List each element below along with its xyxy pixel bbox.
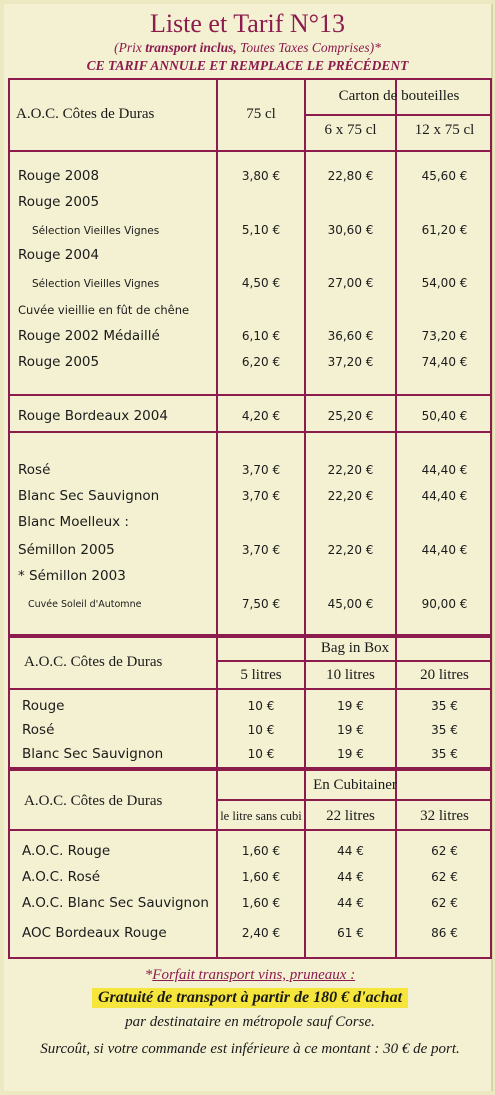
subtitle-pre: (Prix	[114, 40, 146, 55]
wine-row-name: Rouge 2008	[18, 168, 100, 184]
bib-price-p5: 10 €	[247, 723, 275, 737]
wine-row-name: Blanc Moelleux :	[18, 514, 129, 530]
wine-row-name: * Sémillon 2003	[18, 568, 126, 584]
col-6x75: 6 x 75 cl	[324, 122, 377, 138]
bag-in-box-header: Bag in Box	[320, 640, 390, 656]
bib-price-p5: 10 €	[247, 747, 275, 761]
bib-price-p5: 10 €	[247, 699, 275, 713]
carton-header: Carton de bouteilles	[338, 88, 460, 104]
col-20-litres: 20 litres	[420, 667, 469, 683]
wine-row-name: Sélection Vieilles Vignes	[32, 225, 160, 237]
wine-price-p6: 22,80 €	[327, 169, 374, 183]
replacement-notice: CE TARIF ANNULE ET REMPLACE LE PRÉCÉDENT	[86, 58, 409, 73]
wine-price-p6: 30,60 €	[327, 223, 374, 237]
price-list-page	[4, 4, 493, 1091]
wine-price-p75: 6,10 €	[241, 329, 281, 343]
wine-price-p75: 3,70 €	[241, 543, 281, 557]
bib-price-p20: 35 €	[431, 723, 458, 737]
wine-price-p75: 4,50 €	[241, 276, 281, 290]
bib-price-p10: 19 €	[337, 747, 364, 761]
wine-row-name: Cuvée vieillie en fût de chêne	[18, 303, 190, 317]
cubi-price-p32: 62 €	[431, 844, 458, 858]
bib-col-label: A.O.C. Côtes de Duras	[24, 654, 163, 670]
wine-price-p12: 61,20 €	[421, 223, 468, 237]
wine-price-p75: 3,70 €	[241, 489, 281, 503]
cubi-row-name: A.O.C. Rosé	[22, 869, 101, 885]
wine-row-name: Sélection Vieilles Vignes	[32, 278, 160, 290]
wine-row-name: Rouge 2005	[18, 354, 100, 370]
bib-price-p10: 19 €	[337, 699, 364, 713]
wine-price-p12: 73,20 €	[421, 329, 468, 343]
cubi-row-name: A.O.C. Rouge	[22, 843, 111, 859]
wine-price-p12: 44,40 €	[421, 543, 468, 557]
free-transport-highlight: Gratuité de transport à partir de 180 € d'achat	[92, 988, 408, 1008]
wine-price-p12: 45,60 €	[421, 169, 468, 183]
wine-price-p75: 3,70 €	[241, 463, 281, 477]
col-12x75: 12 x 75 cl	[414, 122, 475, 138]
col-litre-sans-cubi: le litre sans cubi	[220, 809, 302, 823]
cubi-row-name: AOC Bordeaux Rouge	[22, 925, 167, 941]
wine-price-p6: 45,00 €	[327, 597, 374, 611]
wine-price-p6: 22,20 €	[327, 489, 374, 503]
wine-price-p12: 44,40 €	[421, 489, 468, 503]
price-subtitle	[4, 39, 491, 57]
wine-price-p12: 50,40 €	[421, 409, 468, 423]
wine-row-name: Sémillon 2005	[18, 542, 115, 558]
col-22-litres: 22 litres	[326, 808, 375, 824]
wine-col-label: A.O.C. Côtes de Duras	[16, 106, 155, 122]
surcout-line: Surcoût, si votre commande est inférieure à ce montant : 30 € de port.	[40, 1041, 460, 1057]
wine-price-p12: 44,40 €	[421, 463, 468, 477]
wine-row-name: Rouge 2005	[18, 194, 100, 210]
cubi-price-pl: 1,60 €	[241, 844, 281, 858]
wine-price-p12: 54,00 €	[421, 276, 468, 290]
cubi-price-pl: 1,60 €	[241, 870, 281, 884]
cubitainer-table	[8, 769, 492, 959]
col-5-litres: 5 litres	[240, 667, 282, 683]
cubi-row-name: A.O.C. Blanc Sec Sauvignon	[22, 895, 209, 911]
wine-price-p6: 36,60 €	[327, 329, 374, 343]
forfait-text: Forfait transport vins, pruneaux :	[152, 967, 356, 983]
wine-row-name: Rouge 2002 Médaillé	[18, 328, 160, 344]
transport-footer	[8, 964, 492, 1058]
col-10-litres: 10 litres	[326, 667, 375, 683]
wine-row-name: Rouge 2004	[18, 247, 100, 263]
cubi-price-p22: 61 €	[337, 926, 364, 940]
bib-row-name: Rouge	[22, 698, 65, 714]
forfait-star: *	[144, 967, 153, 983]
wine-price-p6: 37,20 €	[327, 355, 374, 369]
cubi-price-p32: 62 €	[431, 870, 458, 884]
wine-price-p6: 22,20 €	[327, 463, 374, 477]
col-75cl: 75 cl	[246, 106, 276, 122]
cubi-price-pl: 2,40 €	[241, 926, 281, 940]
cubi-col-label: A.O.C. Côtes de Duras	[24, 793, 163, 809]
wine-price-p75: 4,20 €	[241, 409, 281, 423]
cubi-price-pl: 1,60 €	[241, 896, 281, 910]
page-title: Liste et Tarif N°13	[149, 9, 346, 38]
wine-price-p75: 5,10 €	[241, 223, 281, 237]
wine-price-p75: 6,20 €	[241, 355, 281, 369]
cubi-price-p32: 62 €	[431, 896, 458, 910]
wine-row-name: Blanc Sec Sauvignon	[18, 488, 160, 504]
bib-row-name: Blanc Sec Sauvignon	[22, 746, 164, 762]
cubitainer-header: En Cubitainer	[313, 777, 397, 793]
wine-price-p12: 90,00 €	[421, 597, 468, 611]
wine-price-p6: 25,20 €	[327, 409, 374, 423]
wine-row-name: Rouge Bordeaux 2004	[18, 408, 168, 424]
col-32-litres: 32 litres	[420, 808, 469, 824]
wine-row-name: Cuvée Soleil d'Automne	[28, 599, 142, 610]
wine-price-table	[8, 78, 492, 636]
subtitle-bold: transport inclus,	[145, 40, 237, 55]
bib-row-name: Rosé	[22, 722, 55, 738]
cubi-price-p22: 44 €	[337, 870, 364, 884]
header	[4, 4, 491, 75]
wine-price-p12: 74,40 €	[421, 355, 468, 369]
cubi-price-p32: 86 €	[431, 926, 458, 940]
bib-price-p20: 35 €	[431, 747, 458, 761]
cubi-price-p22: 44 €	[337, 896, 364, 910]
wine-price-p6: 22,20 €	[327, 543, 374, 557]
wine-row-name: Rosé	[18, 462, 51, 478]
subtitle-post: Toutes Taxes Comprises)*	[236, 40, 381, 55]
forfait-line	[8, 964, 492, 986]
bib-price-p20: 35 €	[431, 699, 458, 713]
bag-in-box-table	[8, 636, 492, 769]
wine-price-p75: 3,80 €	[241, 169, 281, 183]
bib-price-p10: 19 €	[337, 723, 364, 737]
wine-price-p6: 27,00 €	[327, 276, 374, 290]
cubi-price-p22: 44 €	[337, 844, 364, 858]
destinataire-line: par destinataire en métropole sauf Corse.	[125, 1014, 375, 1030]
wine-price-p75: 7,50 €	[241, 597, 281, 611]
